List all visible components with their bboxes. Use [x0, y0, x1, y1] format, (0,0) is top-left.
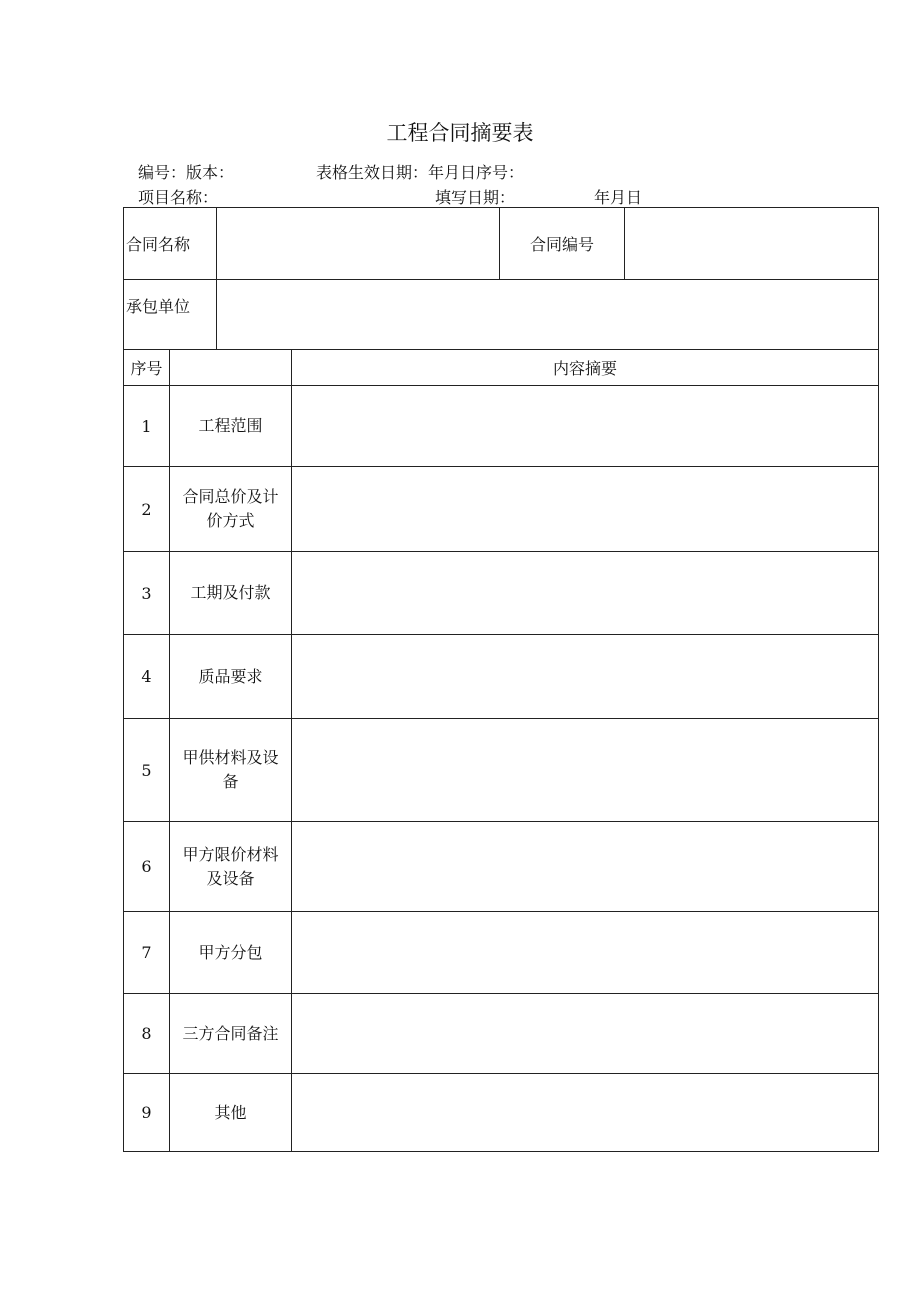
row-summary-field[interactable] [292, 822, 879, 912]
page-title: 工程合同摘要表 [386, 121, 534, 145]
row-summary-field[interactable] [292, 386, 879, 467]
contract-name-label: 合同名称 [124, 208, 217, 280]
row-seq: 6 [124, 822, 170, 912]
project-name-label: 项目名称： [138, 188, 219, 207]
table-row [124, 994, 879, 1074]
contract-summary-table [123, 207, 879, 1152]
row-seq: 1 [124, 386, 170, 467]
table-header-row [124, 350, 879, 386]
fill-date-ymd: 年月日 [594, 188, 643, 207]
contractor-row [124, 280, 879, 350]
contractor-field[interactable] [217, 280, 879, 350]
col-seq-header: 序号 [124, 350, 170, 386]
col-item-header [170, 350, 292, 386]
col-summary-header: 内容摘要 [292, 350, 879, 386]
row-summary-field[interactable] [292, 1074, 879, 1152]
table-row [124, 386, 879, 467]
row-summary-field[interactable] [292, 467, 879, 552]
table-row [124, 912, 879, 994]
row-summary-field[interactable] [292, 912, 879, 994]
effective-date-label: 表格生效日期：年月日序号： [316, 163, 525, 182]
row-item: 甲供材料及设备 [170, 719, 292, 822]
contract-no-label: 合同编号 [500, 208, 625, 280]
table-row [124, 552, 879, 635]
table-row [124, 467, 879, 552]
contractor-label: 承包单位 [124, 280, 217, 350]
code-version-label: 编号：版本： [138, 163, 235, 182]
row-seq: 5 [124, 719, 170, 822]
row-summary-field[interactable] [292, 994, 879, 1074]
row-item: 甲方分包 [170, 912, 292, 994]
row-summary-field[interactable] [292, 552, 879, 635]
row-item: 甲方限价材料及设备 [170, 822, 292, 912]
row-item: 其他 [170, 1074, 292, 1152]
row-summary-field[interactable] [292, 635, 879, 719]
table-row [124, 719, 879, 822]
row-item: 质品要求 [170, 635, 292, 719]
contract-no-field[interactable] [625, 208, 879, 280]
row-seq: 3 [124, 552, 170, 635]
contract-name-field[interactable] [217, 208, 500, 280]
table-row [124, 1074, 879, 1152]
row-seq: 7 [124, 912, 170, 994]
fill-date-label: 填写日期： [435, 188, 516, 207]
row-seq: 4 [124, 635, 170, 719]
row-seq: 8 [124, 994, 170, 1074]
contract-name-row [124, 208, 879, 280]
row-item: 工期及付款 [170, 552, 292, 635]
row-item: 工程范围 [170, 386, 292, 467]
row-seq: 2 [124, 467, 170, 552]
table-row [124, 635, 879, 719]
row-item: 三方合同备注 [170, 994, 292, 1074]
row-seq: 9 [124, 1074, 170, 1152]
table-row [124, 822, 879, 912]
row-item: 合同总价及计价方式 [170, 467, 292, 552]
row-summary-field[interactable] [292, 719, 879, 822]
